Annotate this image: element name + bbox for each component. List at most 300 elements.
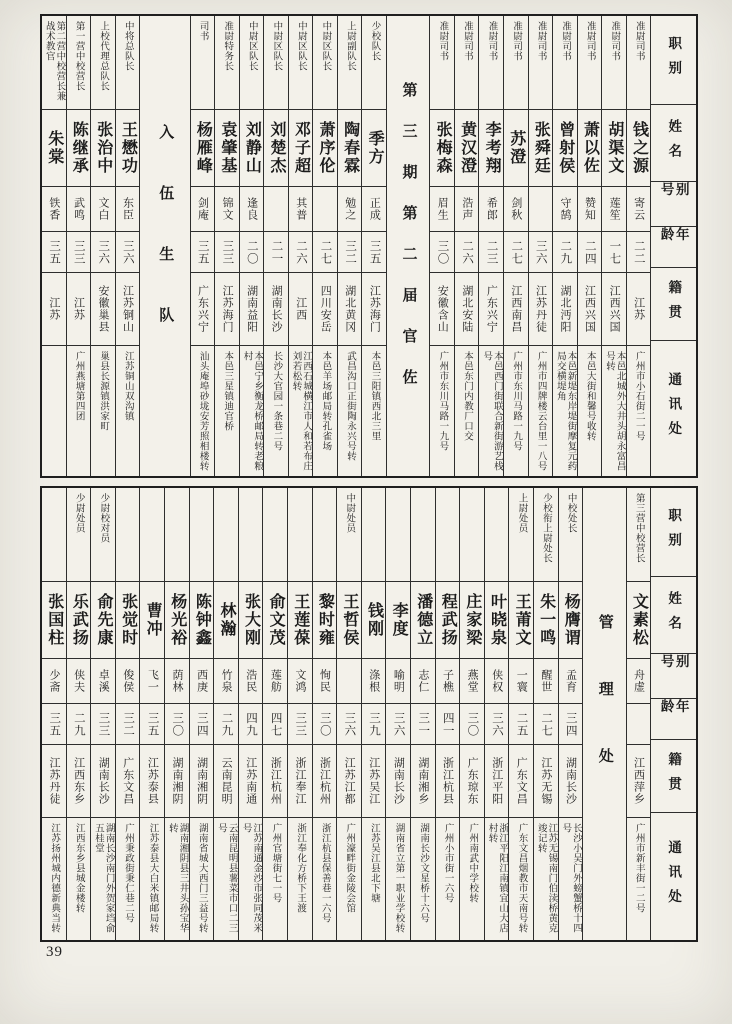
- age-cell: [338, 231, 362, 272]
- alias-cell: [42, 186, 66, 231]
- name-cell: [313, 581, 337, 658]
- age-text: 三六: [97, 239, 110, 265]
- addr-text: 湖南省立第一职业学校转: [393, 823, 404, 933]
- name-text: 张梅森: [434, 121, 452, 175]
- age-text: 三四: [195, 711, 208, 737]
- name-text: 潘德立: [414, 593, 432, 647]
- origin-cell: [460, 744, 484, 817]
- person-column: [429, 16, 454, 476]
- pos-cell: [529, 16, 553, 109]
- origin-text: 广东文昌: [515, 757, 528, 805]
- pos-text: 准尉特务长: [222, 21, 233, 71]
- header-label: 别号: [658, 654, 689, 679]
- person-column: [214, 16, 239, 476]
- origin-cell: [436, 744, 460, 817]
- age-text: 三六: [121, 239, 134, 265]
- pos-cell: [627, 16, 651, 109]
- age-cell: [91, 703, 115, 744]
- origin-cell: [91, 744, 115, 817]
- addr-text: 江苏泰县大白米镇邮局转: [147, 823, 158, 933]
- alias-text: 剑秋: [509, 197, 522, 221]
- alias-cell: [264, 186, 288, 231]
- alias-text: 锦文: [221, 197, 234, 221]
- addr-text: 本邑西门街联合新街游艺栈号: [481, 351, 502, 471]
- age-cell: [264, 231, 288, 272]
- origin-cell: [504, 272, 528, 345]
- alias-cell: [190, 658, 214, 703]
- alias-text: 寄云: [632, 197, 645, 221]
- pos-cell: [313, 488, 337, 581]
- alias-cell: [140, 658, 164, 703]
- origin-text: 湖南湘阴: [170, 757, 183, 805]
- section-title: 入伍生队: [157, 124, 174, 368]
- person-column: [435, 488, 460, 940]
- age-text: 四七: [269, 711, 282, 737]
- age-cell: [602, 231, 626, 272]
- addr-cell: [504, 345, 528, 476]
- pos-cell: [362, 16, 386, 109]
- addr-text: 本邑大街和馨号收转: [584, 351, 595, 441]
- pos-cell: [436, 488, 460, 581]
- header-cell: [651, 340, 696, 476]
- addr-cell: [602, 345, 626, 476]
- addr-cell: [42, 345, 66, 476]
- pos-text: 准尉司书: [511, 21, 522, 61]
- alias-cell: [116, 186, 140, 231]
- name-cell: [240, 109, 264, 186]
- pos-text: 准尉司书: [609, 21, 620, 61]
- pos-cell: [264, 16, 288, 109]
- alias-cell: [627, 186, 651, 231]
- pos-cell: [362, 488, 386, 581]
- pos-text: 第三营中校营长: [633, 493, 644, 563]
- addr-cell: [479, 345, 503, 476]
- alias-cell: [553, 186, 577, 231]
- origin-cell: [263, 744, 287, 817]
- age-text: 二一: [270, 239, 283, 265]
- age-cell: [116, 231, 140, 272]
- alias-cell: [436, 658, 460, 703]
- age-cell: [455, 231, 479, 272]
- alias-cell: [460, 658, 484, 703]
- alias-text: 眉生: [436, 197, 449, 221]
- alias-cell: [165, 658, 189, 703]
- age-cell: [165, 703, 189, 744]
- age-text: 三五: [48, 711, 61, 737]
- header-cell: [651, 104, 696, 181]
- age-cell: [362, 231, 386, 272]
- origin-text: 江西兴国: [583, 285, 596, 333]
- origin-text: 浙江奉江: [293, 757, 306, 805]
- addr-text: 浙江杭县保善巷一六号: [319, 823, 330, 923]
- origin-text: 江苏无锡: [539, 757, 552, 805]
- origin-cell: [313, 272, 337, 345]
- person-column: [190, 16, 215, 476]
- origin-cell: [116, 744, 140, 817]
- addr-text: 江苏无锡南门伯渎桥黄克竣记转: [535, 823, 557, 933]
- addr-cell: [67, 345, 91, 476]
- age-text: 一七: [608, 239, 621, 265]
- age-text: 四一: [441, 711, 454, 737]
- origin-text: 湖北黄冈: [343, 285, 356, 333]
- origin-cell: [430, 272, 454, 345]
- addr-cell: [313, 345, 337, 476]
- name-cell: [386, 581, 410, 658]
- origin-text: 江苏: [47, 297, 60, 321]
- pos-cell: [509, 488, 533, 581]
- addr-cell: [460, 817, 484, 940]
- header-label: 通讯处: [666, 371, 682, 446]
- name-cell: [190, 581, 214, 658]
- age-cell: [42, 703, 66, 744]
- pos-cell: [67, 16, 91, 109]
- alias-text: 舟虚: [632, 669, 645, 693]
- origin-text: 广东兴宁: [485, 285, 498, 333]
- person-column: [238, 488, 263, 940]
- origin-cell: [411, 744, 435, 817]
- alias-cell: [116, 658, 140, 703]
- addr-text: 湖南长沙南门外贺家垱俞五桂堂: [93, 823, 114, 933]
- addr-cell: [386, 817, 410, 940]
- origin-cell: [553, 272, 577, 345]
- name-text: 曾射侯: [556, 121, 574, 175]
- origin-text: 江苏: [632, 297, 645, 321]
- addr-cell: [240, 345, 264, 476]
- age-cell: [67, 231, 91, 272]
- origin-text: 安徽含山: [436, 285, 449, 333]
- pos-text: 准尉司书: [486, 21, 497, 61]
- age-text: 三五: [48, 239, 61, 265]
- name-text: 黎时雍: [316, 593, 334, 647]
- addr-cell: [362, 817, 386, 940]
- origin-text: 江苏: [72, 297, 85, 321]
- alias-cell: [313, 658, 337, 703]
- pos-cell: [386, 488, 410, 581]
- pos-cell: [479, 16, 503, 109]
- name-cell: [337, 581, 361, 658]
- origin-cell: [91, 272, 115, 345]
- name-text: 袁肇基: [218, 121, 236, 175]
- pos-cell: [191, 16, 215, 109]
- pos-cell: [239, 488, 263, 581]
- name-text: 张国柱: [45, 593, 63, 647]
- pos-text: 少校衔上尉处长: [541, 493, 552, 563]
- addr-cell: [485, 817, 509, 940]
- name-cell: [509, 581, 533, 658]
- person-column: [288, 16, 313, 476]
- alias-text: 勉之: [343, 197, 356, 221]
- age-cell: [627, 231, 651, 272]
- name-cell: [215, 109, 239, 186]
- age-text: 三〇: [466, 711, 479, 737]
- addr-text: 广州市新丰街一二号: [633, 823, 644, 913]
- name-text: 萧以佐: [581, 121, 599, 175]
- addr-cell: [627, 345, 651, 476]
- alias-text: 逢良: [245, 197, 258, 221]
- addr-text: 云南昆明县薯菜市口二三号: [216, 823, 237, 933]
- addr-cell: [509, 817, 533, 940]
- addr-cell: [91, 817, 115, 940]
- person-column: [385, 488, 410, 940]
- addr-cell: [529, 345, 553, 476]
- age-cell: [479, 231, 503, 272]
- alias-text: 侠夫: [72, 669, 85, 693]
- alias-text: 俊侯: [121, 669, 134, 693]
- addr-text: 广州秉政街秉仁巷二号: [122, 823, 133, 923]
- section-title: 管理处: [596, 613, 613, 815]
- pos-cell: [337, 488, 361, 581]
- pos-cell: [140, 488, 164, 581]
- origin-text: 江苏江都: [343, 757, 356, 805]
- pos-text: 中尉区队长: [246, 21, 257, 71]
- origin-cell: [214, 744, 238, 817]
- alias-cell: [289, 186, 313, 231]
- pos-cell: [165, 488, 189, 581]
- alias-cell: [362, 186, 386, 231]
- age-text: 三六: [490, 711, 503, 737]
- age-text: 二七: [319, 239, 332, 265]
- addr-text: 武昌沟口正街陶永兴号转: [344, 351, 355, 461]
- pos-text: 准尉司书: [461, 21, 472, 61]
- alias-text: 东臣: [121, 197, 134, 221]
- person-column: [503, 16, 528, 476]
- person-column: [66, 16, 91, 476]
- person-column: [213, 488, 238, 940]
- addr-cell: [116, 817, 140, 940]
- alias-text: 志仁: [416, 669, 429, 693]
- person-column: [601, 16, 626, 476]
- addr-text: 长沙大官园一条巷二号: [271, 351, 282, 451]
- addr-cell: [534, 817, 558, 940]
- pos-text: 少尉校对员: [98, 493, 109, 543]
- header-label: 别号: [658, 182, 689, 207]
- name-text: 陈继承: [70, 121, 88, 175]
- origin-cell: [239, 744, 263, 817]
- alias-text: 希郎: [485, 197, 498, 221]
- age-text: 二四: [583, 239, 596, 265]
- name-text: 王懋功: [119, 121, 137, 175]
- name-text: 朱棠: [45, 130, 63, 166]
- alias-cell: [362, 658, 386, 703]
- pos-text: 上尉副队长: [344, 21, 355, 71]
- addr-cell: [289, 345, 313, 476]
- section-title: 第三期第二届官佐: [400, 82, 417, 410]
- origin-cell: [140, 744, 164, 817]
- addr-text: 湖南长沙文星桥十六号: [418, 823, 429, 923]
- alias-text: 喻明: [392, 669, 405, 693]
- addr-cell: [411, 817, 435, 940]
- origin-cell: [529, 272, 553, 345]
- addr-cell: [578, 345, 602, 476]
- name-text: 苏澄: [507, 130, 525, 166]
- origin-text: 江苏海门: [368, 285, 381, 333]
- age-cell: [190, 703, 214, 744]
- pos-text: 中尉区队长: [271, 21, 282, 71]
- name-cell: [165, 581, 189, 658]
- origin-cell: [479, 272, 503, 345]
- addr-text: 本邑三阳镇西北三里: [369, 351, 380, 441]
- header-cell: [651, 812, 696, 940]
- name-text: 曹冲: [144, 602, 162, 638]
- name-cell: [42, 109, 66, 186]
- officer-roster-table-top: [40, 14, 698, 478]
- alias-cell: [534, 658, 558, 703]
- alias-text: 竹泉: [220, 669, 233, 693]
- alias-cell: [485, 658, 509, 703]
- pos-cell: [559, 488, 583, 581]
- header-label: 年龄: [658, 699, 689, 724]
- age-cell: [214, 703, 238, 744]
- addr-text: 江西石城横江市人和若布庄刘若松转: [290, 351, 312, 471]
- name-text: 庄家梁: [463, 593, 481, 647]
- age-cell: [411, 703, 435, 744]
- person-column: [312, 16, 337, 476]
- name-text: 张觉时: [119, 593, 137, 647]
- alias-text: 莲笙: [608, 197, 621, 221]
- addr-text: 江西东乡县城金楼转: [73, 823, 84, 913]
- person-column: [66, 488, 91, 940]
- pos-text: 准尉司书: [535, 21, 546, 61]
- age-cell: [485, 703, 509, 744]
- age-text: 三二: [344, 239, 357, 265]
- origin-text: 广东兴宁: [196, 285, 209, 333]
- origin-cell: [559, 744, 583, 817]
- person-column: [508, 488, 533, 940]
- person-column: [262, 488, 287, 940]
- addr-cell: [91, 345, 115, 476]
- pos-cell: [460, 488, 484, 581]
- pos-text: 司书: [197, 21, 208, 41]
- person-column: [287, 488, 312, 940]
- name-cell: [91, 581, 115, 658]
- alias-cell: [240, 186, 264, 231]
- addr-cell: [116, 345, 140, 476]
- addr-cell: [362, 345, 386, 476]
- header-cell: [651, 16, 696, 104]
- addr-cell: [288, 817, 312, 940]
- addr-text: 江苏吴江县北下塘: [368, 823, 379, 903]
- addr-text: 本邑北城外大井头胡永富昌号转: [603, 351, 625, 471]
- addr-cell: [191, 345, 215, 476]
- origin-cell: [362, 272, 386, 345]
- addr-cell: [263, 817, 287, 940]
- alias-cell: [627, 658, 651, 703]
- origin-text: 湖南长沙: [270, 285, 283, 333]
- alias-cell: [191, 186, 215, 231]
- pos-text: 少尉处员: [73, 493, 84, 533]
- section-title-cell: [387, 16, 429, 476]
- age-cell: [553, 231, 577, 272]
- name-cell: [529, 109, 553, 186]
- alias-text: 孟育: [564, 669, 577, 693]
- addr-text: 长沙小吴门外螃蟹桥十四号: [560, 823, 581, 933]
- header-cell: [651, 181, 696, 226]
- age-cell: [386, 703, 410, 744]
- person-column: [42, 16, 66, 476]
- addr-cell: [436, 817, 460, 940]
- age-text: 三〇: [318, 711, 331, 737]
- alias-cell: [430, 186, 454, 231]
- origin-cell: [534, 744, 558, 817]
- addr-text: 江苏南通金沙市张同茂米号: [240, 823, 262, 933]
- origin-text: 湖南益阳: [245, 285, 258, 333]
- alias-text: 飞一: [146, 669, 159, 693]
- alias-cell: [313, 186, 337, 231]
- person-column: [626, 488, 651, 940]
- alias-text: 少斋: [48, 669, 60, 693]
- addr-cell: [67, 817, 91, 940]
- age-cell: [239, 703, 263, 744]
- name-cell: [460, 581, 484, 658]
- alias-cell: [67, 186, 91, 231]
- origin-text: 湖南长沙: [392, 757, 405, 805]
- alias-cell: [214, 658, 238, 703]
- header-label: 通讯处: [666, 839, 682, 914]
- origin-text: 江苏丹徒: [48, 757, 60, 805]
- name-cell: [42, 581, 66, 658]
- origin-cell: [627, 272, 651, 345]
- origin-cell: [42, 744, 66, 817]
- person-column: [312, 488, 337, 940]
- origin-text: 江西东乡: [72, 757, 85, 805]
- age-text: 三五: [368, 239, 381, 265]
- age-cell: [534, 703, 558, 744]
- alias-text: 剑庵: [196, 197, 209, 221]
- age-text: 三二: [122, 711, 135, 737]
- alias-cell: [479, 186, 503, 231]
- alias-cell: [42, 658, 66, 703]
- addr-cell: [214, 817, 238, 940]
- origin-cell: [313, 744, 337, 817]
- alias-cell: [455, 186, 479, 231]
- name-text: 季方: [366, 130, 384, 166]
- alias-cell: [215, 186, 239, 231]
- alias-cell: [288, 658, 312, 703]
- age-text: 二七: [510, 239, 523, 265]
- section-title-column: [582, 488, 625, 940]
- header-cell: [651, 653, 696, 698]
- name-text: 黄汉澄: [458, 121, 476, 175]
- name-cell: [627, 581, 651, 658]
- age-text: 三三: [72, 239, 85, 265]
- name-text: 张大刚: [242, 593, 260, 647]
- origin-text: 湖南湘乡: [416, 757, 429, 805]
- name-cell: [264, 109, 288, 186]
- origin-cell: [67, 272, 91, 345]
- pos-cell: [263, 488, 287, 581]
- age-cell: [67, 703, 91, 744]
- origin-cell: [190, 744, 214, 817]
- name-text: 陶春霖: [341, 121, 359, 175]
- pos-cell: [214, 488, 238, 581]
- addr-text: 广州市东川马路一九号: [511, 351, 522, 451]
- origin-text: 江苏海门: [221, 285, 234, 333]
- name-text: 杨膺谓: [562, 593, 580, 647]
- age-text: 二六: [294, 239, 307, 265]
- person-column: [361, 488, 386, 940]
- origin-cell: [264, 272, 288, 345]
- addr-cell: [338, 345, 362, 476]
- alias-text: 正成: [368, 197, 381, 221]
- addr-cell: [239, 817, 263, 940]
- pos-text: 准尉司书: [437, 21, 448, 61]
- name-text: 张治中: [94, 121, 112, 175]
- name-text: 刘楚杰: [267, 121, 285, 175]
- alias-text: 赞知: [583, 197, 596, 221]
- pos-cell: [91, 488, 115, 581]
- name-text: 张舜廷: [532, 121, 550, 175]
- person-column: [484, 488, 509, 940]
